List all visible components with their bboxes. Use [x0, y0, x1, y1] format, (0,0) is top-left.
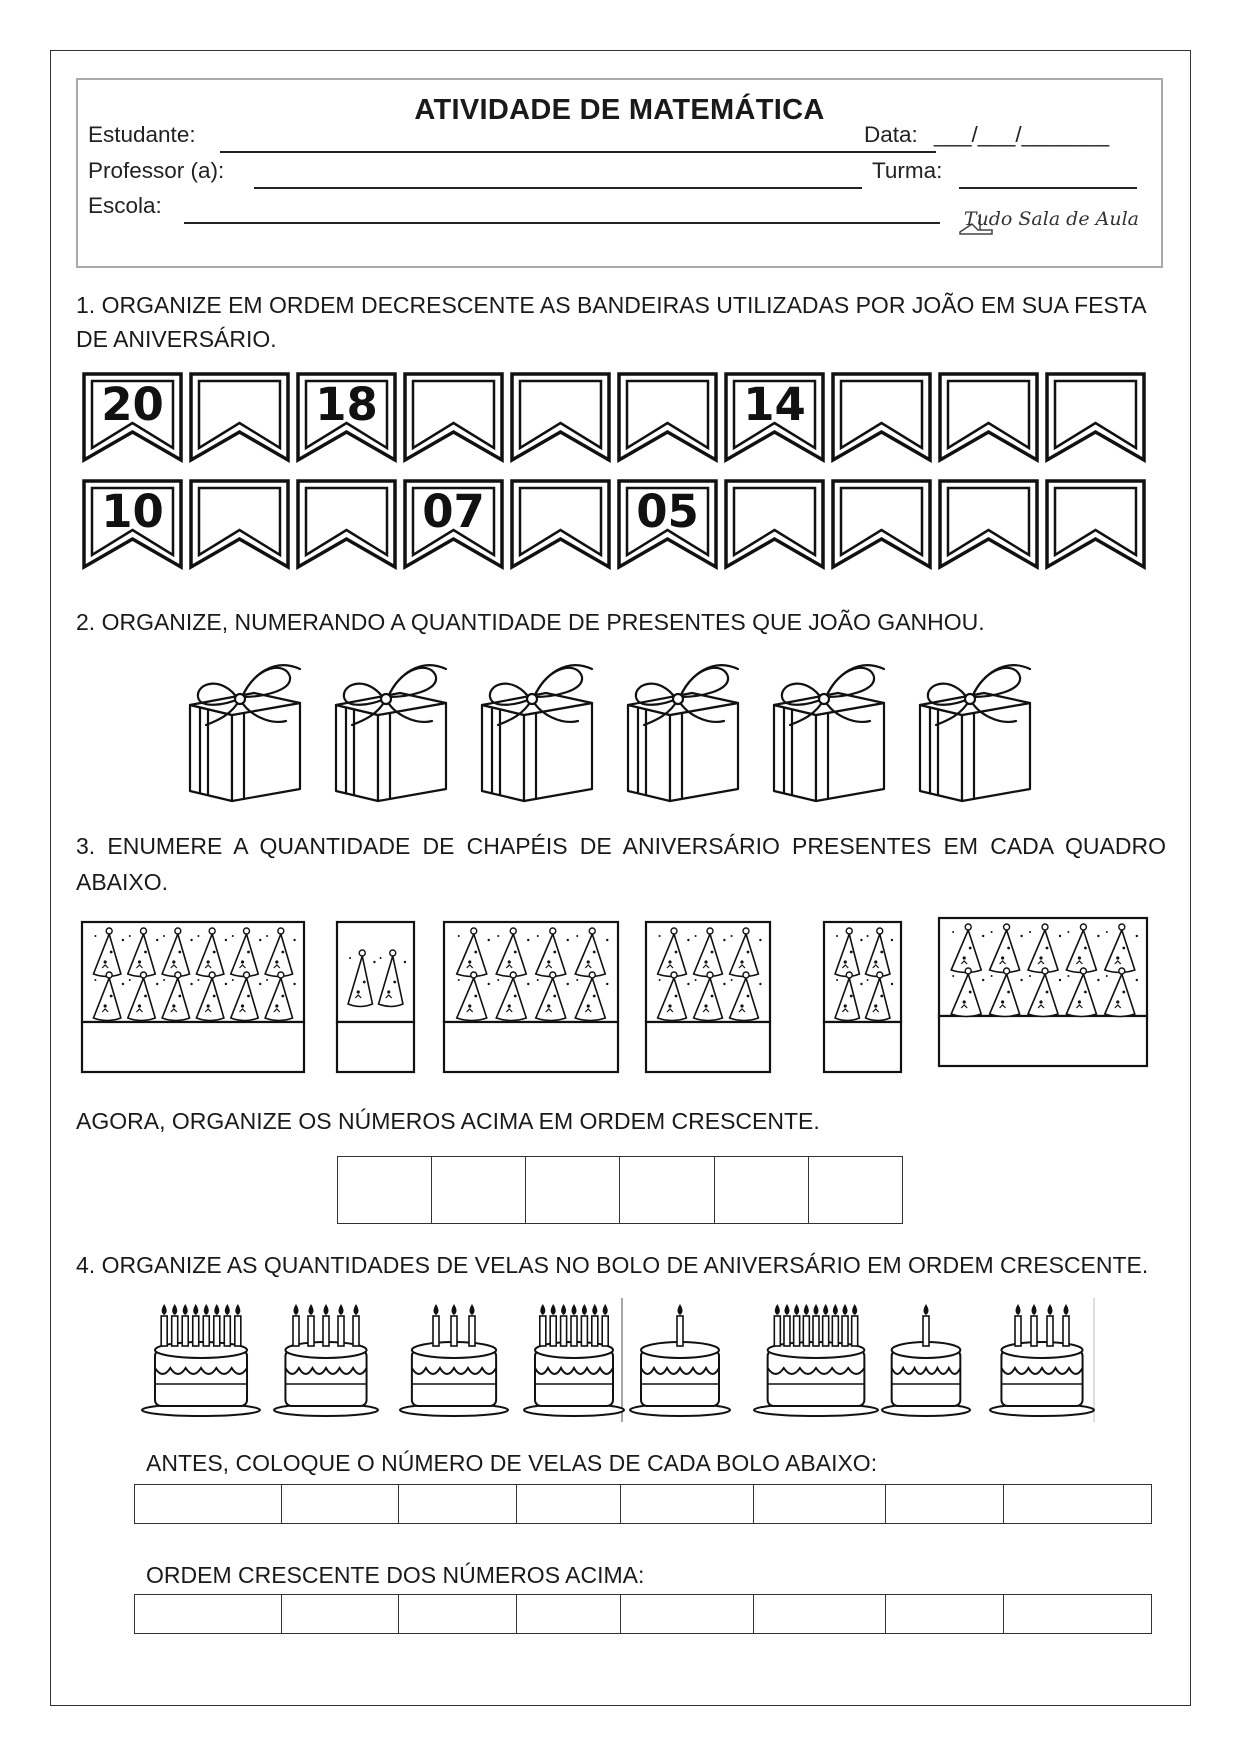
q3-order-instruction: AGORA, ORGANIZE OS NÚMEROS ACIMA EM ORDEM CRESCENTE.: [76, 1108, 820, 1134]
question-4-text: 4. ORGANIZE AS QUANTIDADES DE VELAS NO BOLO DE ANIVERSÁRIO EM ORDEM CRESCENTE.: [76, 1252, 1149, 1278]
candle-icon: [1063, 1316, 1069, 1346]
candle-icon: [852, 1316, 858, 1346]
q4-count-cell[interactable]: [517, 1485, 621, 1524]
flag-number: 05: [636, 485, 699, 538]
row2-flag[interactable]: [84, 481, 181, 567]
candle-icon: [203, 1316, 209, 1346]
student-field[interactable]: [220, 151, 936, 153]
date-label: Data:: [864, 122, 918, 147]
cake-icon: [754, 1304, 878, 1416]
candle-icon: [571, 1316, 577, 1346]
row2-flag[interactable]: [940, 481, 1037, 567]
question-2-text: 2. ORGANIZE, NUMERANDO A QUANTIDADE DE PRESENTES QUE JOÃO GANHOU.: [76, 609, 985, 635]
gift-icon: [774, 665, 884, 801]
cakes-row: [142, 1298, 1100, 1422]
candle-icon: [235, 1316, 241, 1346]
cake-icon: [990, 1304, 1094, 1416]
cake-icon: [524, 1304, 624, 1416]
flag-number: 20: [101, 378, 164, 431]
gift-icon: [190, 665, 300, 801]
q4-count-cell[interactable]: [1004, 1485, 1152, 1524]
flags-row-2: [82, 479, 1152, 573]
flag-number: 18: [315, 378, 378, 431]
q4-count-cell[interactable]: [753, 1485, 886, 1524]
row1-flag[interactable]: [405, 374, 502, 460]
candle-icon: [451, 1316, 457, 1346]
teacher-field[interactable]: [254, 187, 862, 189]
row1-flag[interactable]: [726, 374, 823, 460]
candle-icon: [214, 1316, 220, 1346]
q4-order-cell[interactable]: [281, 1595, 399, 1634]
flag-number: 10: [101, 485, 164, 538]
q3-order-cell[interactable]: [714, 1157, 808, 1224]
candle-icon: [161, 1316, 167, 1346]
teacher-label: Professor (a):: [88, 158, 225, 183]
q4-order-cell[interactable]: [135, 1595, 282, 1634]
row2-flag[interactable]: [405, 481, 502, 567]
hat-box: [337, 922, 414, 1072]
row2-flag[interactable]: [1047, 481, 1144, 567]
hat-box: [939, 918, 1147, 1066]
candle-icon: [469, 1316, 475, 1346]
school-field[interactable]: [184, 222, 940, 224]
candle-icon: [182, 1316, 188, 1346]
row2-flag[interactable]: [833, 481, 930, 567]
q4-count-grid: [134, 1484, 1152, 1524]
class-field[interactable]: [959, 187, 1137, 189]
student-label: Estudante:: [88, 122, 196, 147]
candle-icon: [550, 1316, 556, 1346]
flag-number: 14: [743, 378, 806, 431]
cake-icon: [400, 1304, 508, 1416]
q4-count-cell[interactable]: [399, 1485, 517, 1524]
q4-order-cell[interactable]: [1004, 1595, 1152, 1634]
row2-flag[interactable]: [298, 481, 395, 567]
row1-flag[interactable]: [191, 374, 288, 460]
candle-icon: [172, 1316, 178, 1346]
flag-number: 07: [422, 485, 485, 538]
q3-order-cell[interactable]: [338, 1157, 432, 1224]
q4-order-cell[interactable]: [517, 1595, 621, 1634]
brand-logo: Tudo Sala de Aula: [963, 208, 1139, 230]
question-1-text: 1. ORGANIZE EM ORDEM DECRESCENTE AS BANDEIRAS UTILIZADAS POR JOÃO EM SUA FESTA DE ANIVERSÁRIO.: [76, 292, 1146, 352]
row1-flag[interactable]: [84, 374, 181, 460]
hat-count-answer-box[interactable]: [444, 1022, 618, 1072]
candle-icon: [774, 1316, 780, 1346]
candle-icon: [323, 1316, 329, 1346]
hat-box: [824, 922, 901, 1072]
gift-icon: [920, 665, 1030, 801]
class-label: Turma:: [872, 158, 943, 183]
hat-count-answer-box[interactable]: [337, 1022, 414, 1072]
row2-flag[interactable]: [726, 481, 823, 567]
hat-box: [646, 922, 770, 1072]
hat-count-answer-box[interactable]: [939, 1016, 1147, 1066]
q3-order-cell[interactable]: [808, 1157, 902, 1224]
flags-row-1: [82, 372, 1152, 466]
gift-icon: [482, 665, 592, 801]
candle-icon: [923, 1316, 929, 1346]
candle-icon: [353, 1316, 359, 1346]
candle-icon: [581, 1316, 587, 1346]
hat-boxes-row: [80, 918, 1150, 1080]
gifts-row: [182, 655, 1062, 803]
q4-order-cell[interactable]: [621, 1595, 754, 1634]
q3-order-grid: [337, 1156, 903, 1224]
gift-icon: [628, 665, 738, 801]
q4-count-cell[interactable]: [281, 1485, 399, 1524]
q3-order-cell[interactable]: [432, 1157, 526, 1224]
q4-order-cell[interactable]: [753, 1595, 886, 1634]
q4-order-grid: [134, 1594, 1152, 1634]
hat-count-answer-box[interactable]: [824, 1022, 901, 1072]
candle-icon: [1015, 1316, 1021, 1346]
candle-icon: [1047, 1316, 1053, 1346]
date-field[interactable]: ___/___/_______: [934, 122, 1110, 147]
row1-flag[interactable]: [940, 374, 1037, 460]
candle-icon: [813, 1316, 819, 1346]
row2-flag[interactable]: [191, 481, 288, 567]
hat-count-answer-box[interactable]: [82, 1022, 304, 1072]
q4-order-cell[interactable]: [399, 1595, 517, 1634]
gift-icon: [336, 665, 446, 801]
candle-icon: [803, 1316, 809, 1346]
row1-flag[interactable]: [619, 374, 716, 460]
q3-order-cell[interactable]: [620, 1157, 714, 1224]
row1-flag[interactable]: [298, 374, 395, 460]
candle-icon: [540, 1316, 546, 1346]
q4-count-cell[interactable]: [886, 1485, 1004, 1524]
q3-order-cell[interactable]: [526, 1157, 620, 1224]
candle-icon: [602, 1316, 608, 1346]
cake-icon: [630, 1304, 730, 1416]
candle-icon: [293, 1316, 299, 1346]
candle-icon: [784, 1316, 790, 1346]
hat-count-answer-box[interactable]: [646, 1022, 770, 1072]
candle-icon: [308, 1316, 314, 1346]
header-box: [76, 78, 1163, 268]
row1-flag[interactable]: [512, 374, 609, 460]
candle-icon: [433, 1316, 439, 1346]
question-3-text: 3. ENUMERE A QUANTIDADE DE CHAPÉIS DE ANIVERSÁRIO PRESENTES EM CADA QUADRO ABAIXO.: [76, 833, 1166, 895]
cake-icon: [882, 1304, 970, 1416]
candle-icon: [561, 1316, 567, 1346]
page-title: ATIVIDADE DE MATEMÁTICA: [414, 94, 825, 126]
candle-icon: [592, 1316, 598, 1346]
candle-icon: [338, 1316, 344, 1346]
row1-flag[interactable]: [1047, 374, 1144, 460]
candle-icon: [794, 1316, 800, 1346]
candle-icon: [224, 1316, 230, 1346]
hat-box: [82, 922, 304, 1072]
q4-before-instruction: ANTES, COLOQUE O NÚMERO DE VELAS DE CADA BOLO ABAIXO:: [146, 1450, 878, 1476]
row1-flag[interactable]: [833, 374, 930, 460]
row2-flag[interactable]: [619, 481, 716, 567]
candle-icon: [823, 1316, 829, 1346]
q4-count-cell[interactable]: [621, 1485, 754, 1524]
q4-order-instruction: ORDEM CRESCENTE DOS NÚMEROS ACIMA:: [146, 1562, 645, 1588]
hat-box: [444, 922, 618, 1072]
cake-icon: [142, 1304, 260, 1416]
candle-icon: [832, 1316, 838, 1346]
candle-icon: [842, 1316, 848, 1346]
cake-icon: [274, 1304, 378, 1416]
school-label: Escola:: [88, 193, 162, 218]
q4-count-cell[interactable]: [135, 1485, 282, 1524]
candle-icon: [193, 1316, 199, 1346]
row2-flag[interactable]: [512, 481, 609, 567]
candle-icon: [1031, 1316, 1037, 1346]
candle-icon: [677, 1316, 683, 1346]
q4-order-cell[interactable]: [886, 1595, 1004, 1634]
